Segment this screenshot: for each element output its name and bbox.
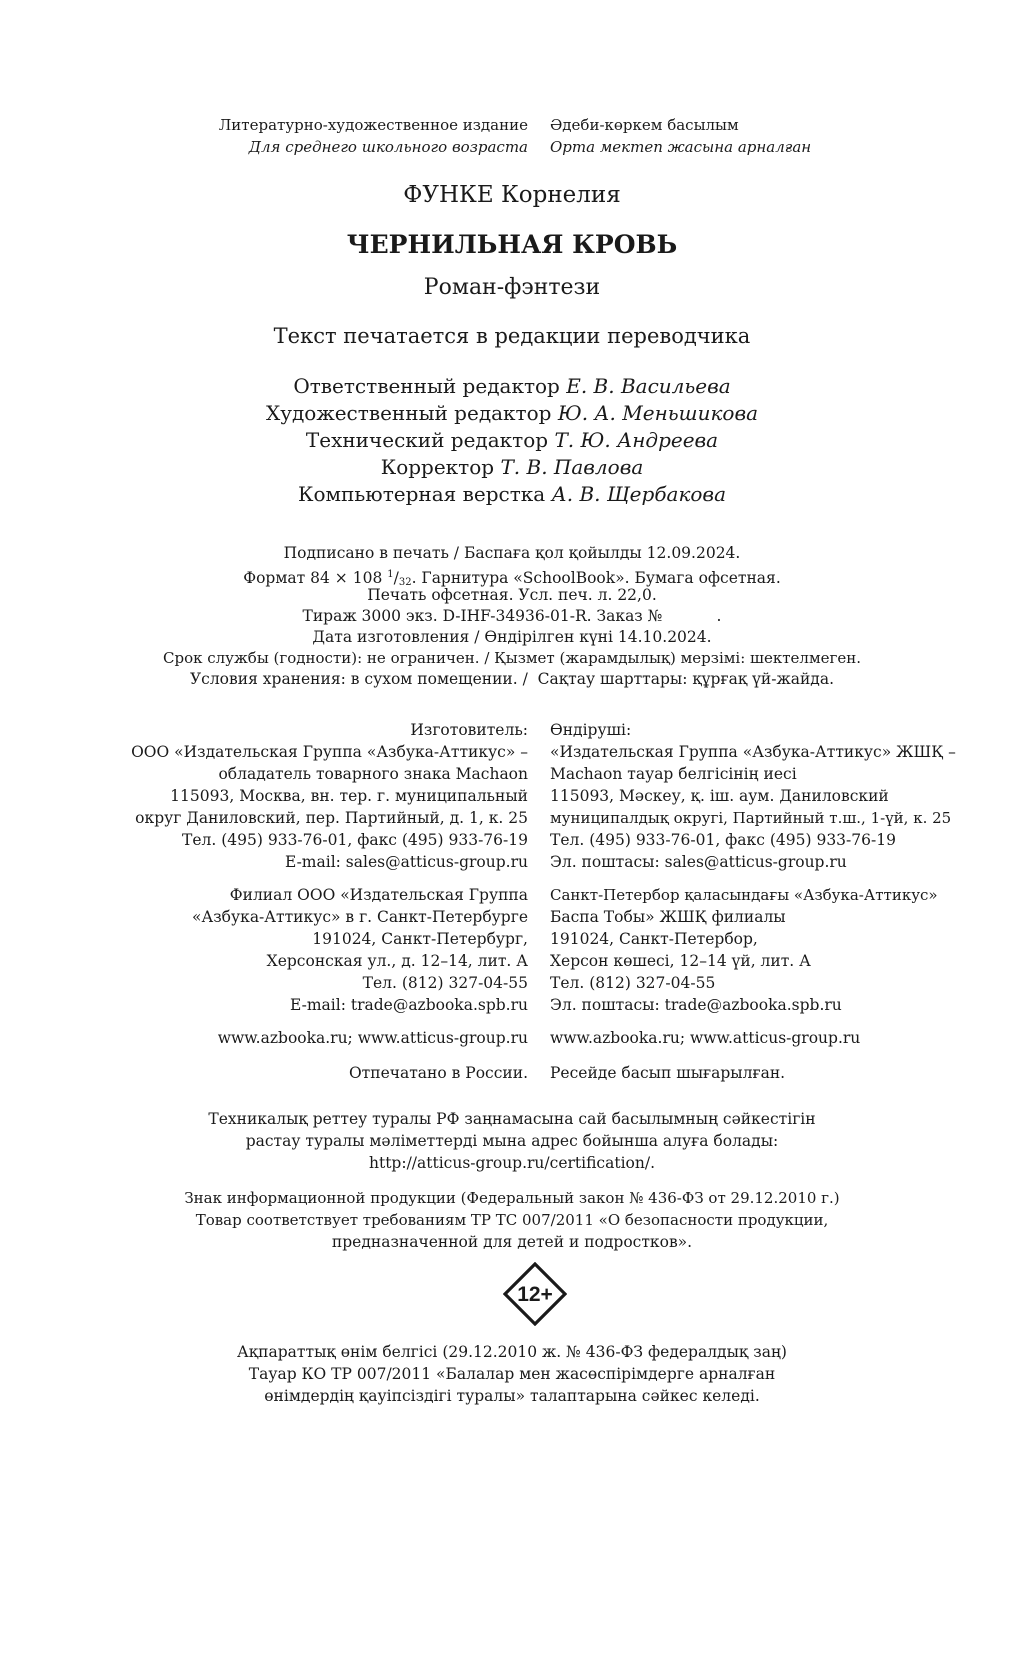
- credit-line: [0, 400, 1024, 427]
- info-sign-kz: Тауар КО ТР 007/2011 «Балалар мен жасөспірімдерге арналған: [248, 1365, 776, 1383]
- info-sign-ru: Знак информационной продукции (Федеральный закон № 436-ФЗ от 29.12.2010 г.): [184, 1189, 840, 1207]
- manufacturer-line: 115093, Москва, вн. тер. г. муниципальный: [170, 787, 528, 805]
- branch-line: Херсонская ул., д. 12–14, лит. А: [266, 952, 528, 970]
- website-links: www.azbooka.ru; www.atticus-group.ru: [217, 1029, 528, 1047]
- info-sign-ru: Товар соответствует требованиям ТР ТС 007/2011 «О безопасности продукции,: [195, 1211, 829, 1229]
- printed-in-russia: Отпечатано в России.: [348, 1064, 528, 1082]
- certification-url: http://atticus-group.ru/certification/.: [368, 1154, 655, 1172]
- credit-name: А. В. Щербакова: [551, 482, 726, 506]
- service-life: Срок службы (годности): не ограничен. / Қызмет (жарамдылық) мерзімі: шектелмеген.: [163, 649, 861, 667]
- manufacturer-email: E-mail: sales@atticus-group.ru: [284, 853, 528, 871]
- credit-role: Компьютерная верстка: [297, 482, 546, 506]
- manufacturer-line-kz: Tел. (495) 933-76-01, факс (495) 933-76-19: [550, 831, 896, 849]
- branch-email: E-mail: trade@azbooka.spb.ru: [290, 996, 528, 1014]
- age-rating-label: 12+: [517, 1283, 553, 1306]
- manufacturer-line: округ Даниловский, пер. Партийный, д. 1, к. 25: [135, 809, 528, 827]
- info-sign-ru: предназначенной для детей и подростков».: [331, 1233, 693, 1251]
- credit-name: Ю. А. Меньшикова: [557, 401, 759, 425]
- format-line: Формат 84 × 108 $^1/_{32}$. Гарнитура «SchoolBook». Бумага офсетная.: [243, 569, 781, 588]
- storage-conditions: Условия хранения: в сухом помещении. / Сақтау шарттары: құрғақ үй-жайда.: [189, 670, 835, 688]
- branch-line: Филиал ООО «Издательская Группа: [229, 886, 528, 904]
- credit-role: Технический редактор: [305, 428, 549, 452]
- manufacturer-line-kz: «Издательская Группа «Азбука-Аттикус» ЖШҚ –: [550, 743, 956, 761]
- manufacturer-line-kz: муниципалдық округі, Партийный т.ш., 1-үй, к. 25: [550, 809, 952, 827]
- manufacturer-email-kz: Эл. поштасы: sales@atticus-group.ru: [550, 853, 847, 871]
- branch-line-kz: Tел. (812) 327-04-55: [550, 974, 716, 992]
- manufacturer-line: ООО «Издательская Группа «Азбука-Аттикус» –: [131, 743, 528, 761]
- credit-line: [0, 373, 1024, 400]
- manufacturer-line: Тел. (495) 933-76-01, факс (495) 933-76-19: [182, 831, 528, 849]
- branch-email-kz: Эл. поштасы: trade@azbooka.spb.ru: [550, 996, 842, 1014]
- certification-line: растау туралы мәліметтерді мына адрес бойынша алуға болады:: [245, 1132, 779, 1150]
- credit-name: Т. Ю. Андреева: [554, 428, 719, 452]
- credit-name: Е. В. Васильева: [566, 374, 731, 398]
- certification-line: Техникалық реттеу туралы РФ заңнамасына сай басылымның сәйкестігін: [208, 1110, 816, 1128]
- print-type: Печать офсетная. Усл. печ. л. 22,0.: [367, 586, 657, 604]
- branch-line-kz: Санкт-Петербор қаласындағы «Азбука-Аттикус»: [550, 886, 938, 904]
- credit-line: [0, 427, 1024, 454]
- manufacturer-line-kz: 115093, Мәскеу, қ. іш. аум. Даниловский: [550, 787, 889, 805]
- print-run: Тираж 3000 экз. D-IHF-34936-01-R. Заказ № .: [302, 607, 722, 625]
- branch-line-kz: Херсон көшесі, 12–14 үй, лит. А: [550, 952, 811, 970]
- branch-line: «Азбука-Аттикус» в г. Санкт-Петербурге: [192, 908, 528, 926]
- info-sign-kz: өнімдердің қауіпсіздігі туралы» талаптарына сәйкес келеді.: [264, 1387, 760, 1405]
- manufacturer-line-kz: Machaon тауар белгісінің иесі: [550, 765, 797, 783]
- manufacturer-line: Изготовитель:: [410, 721, 528, 739]
- branch-line: 191024, Санкт-Петербург,: [312, 930, 528, 948]
- credit-role: Ответственный редактор: [293, 374, 560, 398]
- age-group-kz: Орта мектеп жасына арналған: [550, 138, 812, 156]
- signed-to-print: Подписано в печать / Баспаға қол қойылды 12.09.2024.: [283, 544, 741, 562]
- edition-type-ru: Литературно-художественное издание: [218, 116, 528, 134]
- author-name: ФУНКЕ Корнелия: [403, 182, 621, 208]
- credit-name: Т. В. Павлова: [500, 455, 644, 479]
- translation-note: Текст печатается в редакции переводчика: [273, 324, 751, 348]
- manufacturer-line-kz: Өндіруші:: [550, 721, 632, 739]
- credit-line: [0, 454, 1024, 481]
- manufacturer-line: обладатель товарного знака Machaon: [218, 765, 528, 783]
- branch-line-kz: Баспа Тобы» ЖШҚ филиалы: [550, 908, 786, 926]
- branch-line-kz: 191024, Санкт-Петербор,: [550, 930, 758, 948]
- age-group-ru: Для среднего школьного возраста: [248, 138, 528, 156]
- website-links-kz: www.azbooka.ru; www.atticus-group.ru: [550, 1029, 861, 1047]
- credit-role: Художественный редактор: [265, 401, 552, 425]
- branch-line: Тел. (812) 327-04-55: [362, 974, 528, 992]
- manufacture-date: Дата изготовления / Өндірілген күні 14.10.2024.: [312, 628, 712, 646]
- age-rating-icon: [503, 1262, 567, 1326]
- credit-line: [0, 481, 1024, 508]
- info-sign-kz: Ақпараттық өнім белгісі (29.12.2010 ж. № 436-ФЗ федералдық заң): [237, 1343, 787, 1361]
- edition-type-kz: Әдеби-көркем басылым: [550, 116, 739, 134]
- credit-role: Корректор: [380, 455, 495, 479]
- book-genre: Роман-фэнтези: [423, 275, 601, 300]
- printed-in-russia-kz: Ресейде басып шығарылған.: [550, 1064, 786, 1082]
- book-title: ЧЕРНИЛЬНАЯ КРОВЬ: [346, 230, 678, 259]
